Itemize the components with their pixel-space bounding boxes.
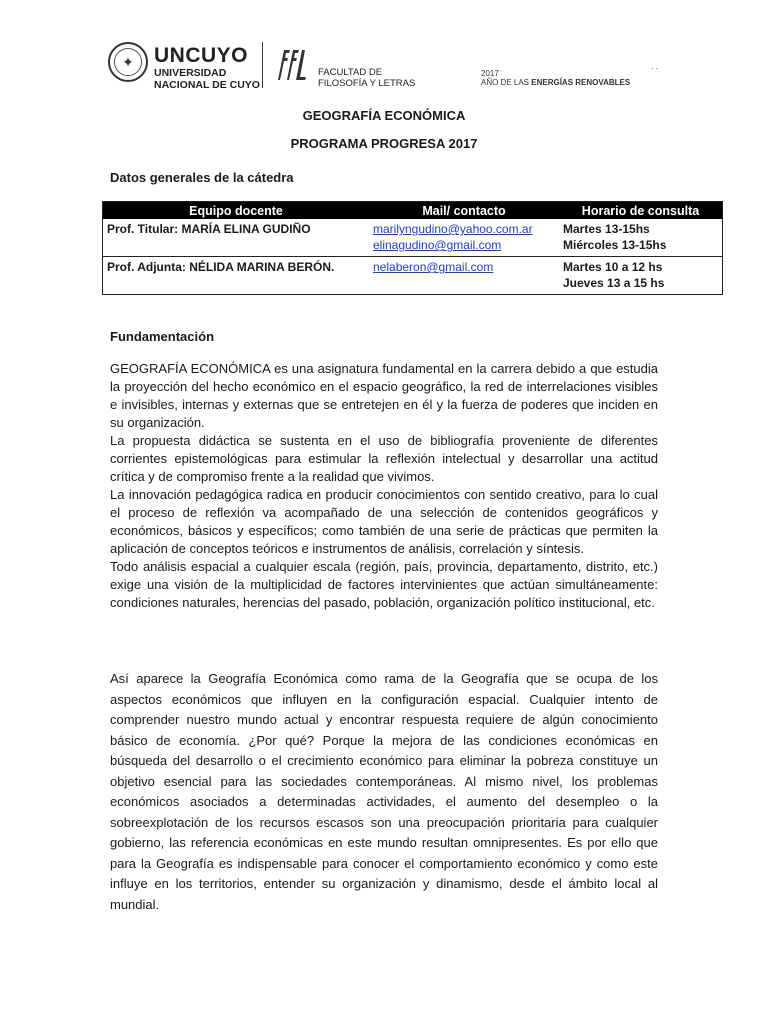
horario-line: Miércoles 13-15hs — [563, 238, 667, 252]
paragraph: La innovación pedagógica radica en producir conocimientos con sentido creativo, para lo cual el proceso de reflexión va acompañado de una selección de contenidos geográficos y económicos, básicos y específicos; como también de una serie de prácticas que permiten la aplicación de conceptos teóricos e instrumentos de análisis, correlación y síntesis. — [110, 487, 658, 556]
year-motto-text — [481, 78, 630, 87]
email-link[interactable]: elinagudino@gmail.com — [373, 238, 502, 252]
university-subtitle-line2: NACIONAL DE CUYO — [154, 79, 260, 91]
document-header — [108, 40, 668, 94]
header-divider — [262, 42, 263, 88]
paragraph: GEOGRAFÍA ECONÓMICA es una asignatura fundamental en la carrera debido a que estudia la proyección del hecho económico en el espacio geográfico, la red de interrelaciones visibles e invisibles, internas y externas que se entretejen en él y la fuerza de poderes que inciden en su organización. — [110, 361, 658, 430]
table-cell-horario — [559, 219, 723, 257]
table-cell-mail — [369, 219, 559, 257]
document-subtitle: PROGRAMA PROGRESA 2017 — [290, 136, 478, 151]
horario-line: Jueves 13 a 15 hs — [563, 276, 665, 290]
datos-heading: Datos generales de la cátedra — [110, 170, 294, 185]
table-cell-horario — [559, 257, 723, 295]
year-motto-bold: ENERGÍAS RENOVABLES — [531, 78, 631, 87]
email-link[interactable]: marilyngudino@yahoo.com.ar — [373, 222, 533, 236]
table-cell-prof: Prof. Titular: MARÍA ELINA GUDIÑO — [103, 219, 370, 257]
fundamentacion-block1 — [110, 360, 658, 612]
staff-table — [102, 201, 723, 295]
table-header-row — [103, 202, 723, 220]
paragraph: La propuesta didáctica se sustenta en el uso de bibliografía proveniente de diferentes corrientes epistemológicas para estimular la reflexión intelectual y desarrollar una actitud crítica y de compromiso frente a la realidad que vivimos. — [110, 433, 658, 484]
year-motto — [481, 69, 630, 87]
university-subtitle-line1: UNIVERSIDAD — [154, 67, 227, 79]
paragraph: Todo análisis espacial a cualquier escala (región, país, provincia, departamento, distrito, etc.) exige una visión de la multiplicidad de factores intervinientes que actúan simultáneamente: condiciones naturales, herencias del pasado, población, organización político institucional, etc. — [110, 559, 658, 610]
table-header-equipo: Equipo docente — [103, 202, 370, 220]
horario-line: Martes 10 a 12 hs — [563, 260, 663, 274]
table-cell-mail — [369, 257, 559, 295]
faculty-name — [318, 67, 415, 89]
horario-line: Martes 13-15hs — [563, 222, 650, 236]
table-header-horario: Horario de consulta — [559, 202, 723, 220]
corner-marks: . . — [651, 62, 658, 71]
university-subtitle — [154, 67, 260, 91]
faculty-name-line2: FILOSOFÍA Y LETRAS — [318, 78, 416, 89]
fundamentacion-heading: Fundamentación — [110, 329, 215, 344]
year-label: 2017 — [481, 69, 499, 78]
faculty-name-line1: FACULTAD DE — [318, 67, 383, 78]
seal-emblem-icon: ✦ — [114, 48, 142, 76]
email-link[interactable]: nelaberon@gmail.com — [373, 260, 494, 274]
fundamentacion-block2 — [110, 669, 658, 915]
table-row — [103, 219, 723, 257]
table-row — [103, 257, 723, 295]
year-motto-prefix: AÑO DE LAS — [481, 78, 530, 87]
faculty-logo-icon — [272, 46, 310, 82]
university-name: UNCUYO — [154, 44, 249, 67]
paragraph: Así aparece la Geografía Económica como rama de la Geografía que se ocupa de los aspectos económicos que influyen en la configuración espacial. Cualquier intento de comprender nuestro mundo actual y encontrar respuesta requiere de algún conocimiento básico de economía. ¿Por qué? Porque la mejora de las condiciones económicas en búsqueda del desarrollo o el crecimiento económico para eliminar la pobreza constituye un objetivo esencial para las sociedades contemporáneas. Al mismo nivel, los problemas económicos asociados a determinadas actividades, el aumento del desempleo o la sobreexplotación de los recursos escasos son una preocupación prioritaria para cualquier gobierno, las referencia económicas en este mundo resultan omnipresentes. Es por ello que para la Geografía es indispensable para conocer el comportamiento económico y como este influye en los territorios, entender su organización y dinamismo, desde el ámbito local al mundial. — [110, 671, 658, 912]
university-seal-icon — [108, 42, 148, 82]
table-cell-prof: Prof. Adjunta: NÉLIDA MARINA BERÓN. — [107, 260, 335, 274]
table-header-mail: Mail/ contacto — [369, 202, 559, 220]
document-title: GEOGRAFÍA ECONÓMICA — [302, 108, 466, 123]
